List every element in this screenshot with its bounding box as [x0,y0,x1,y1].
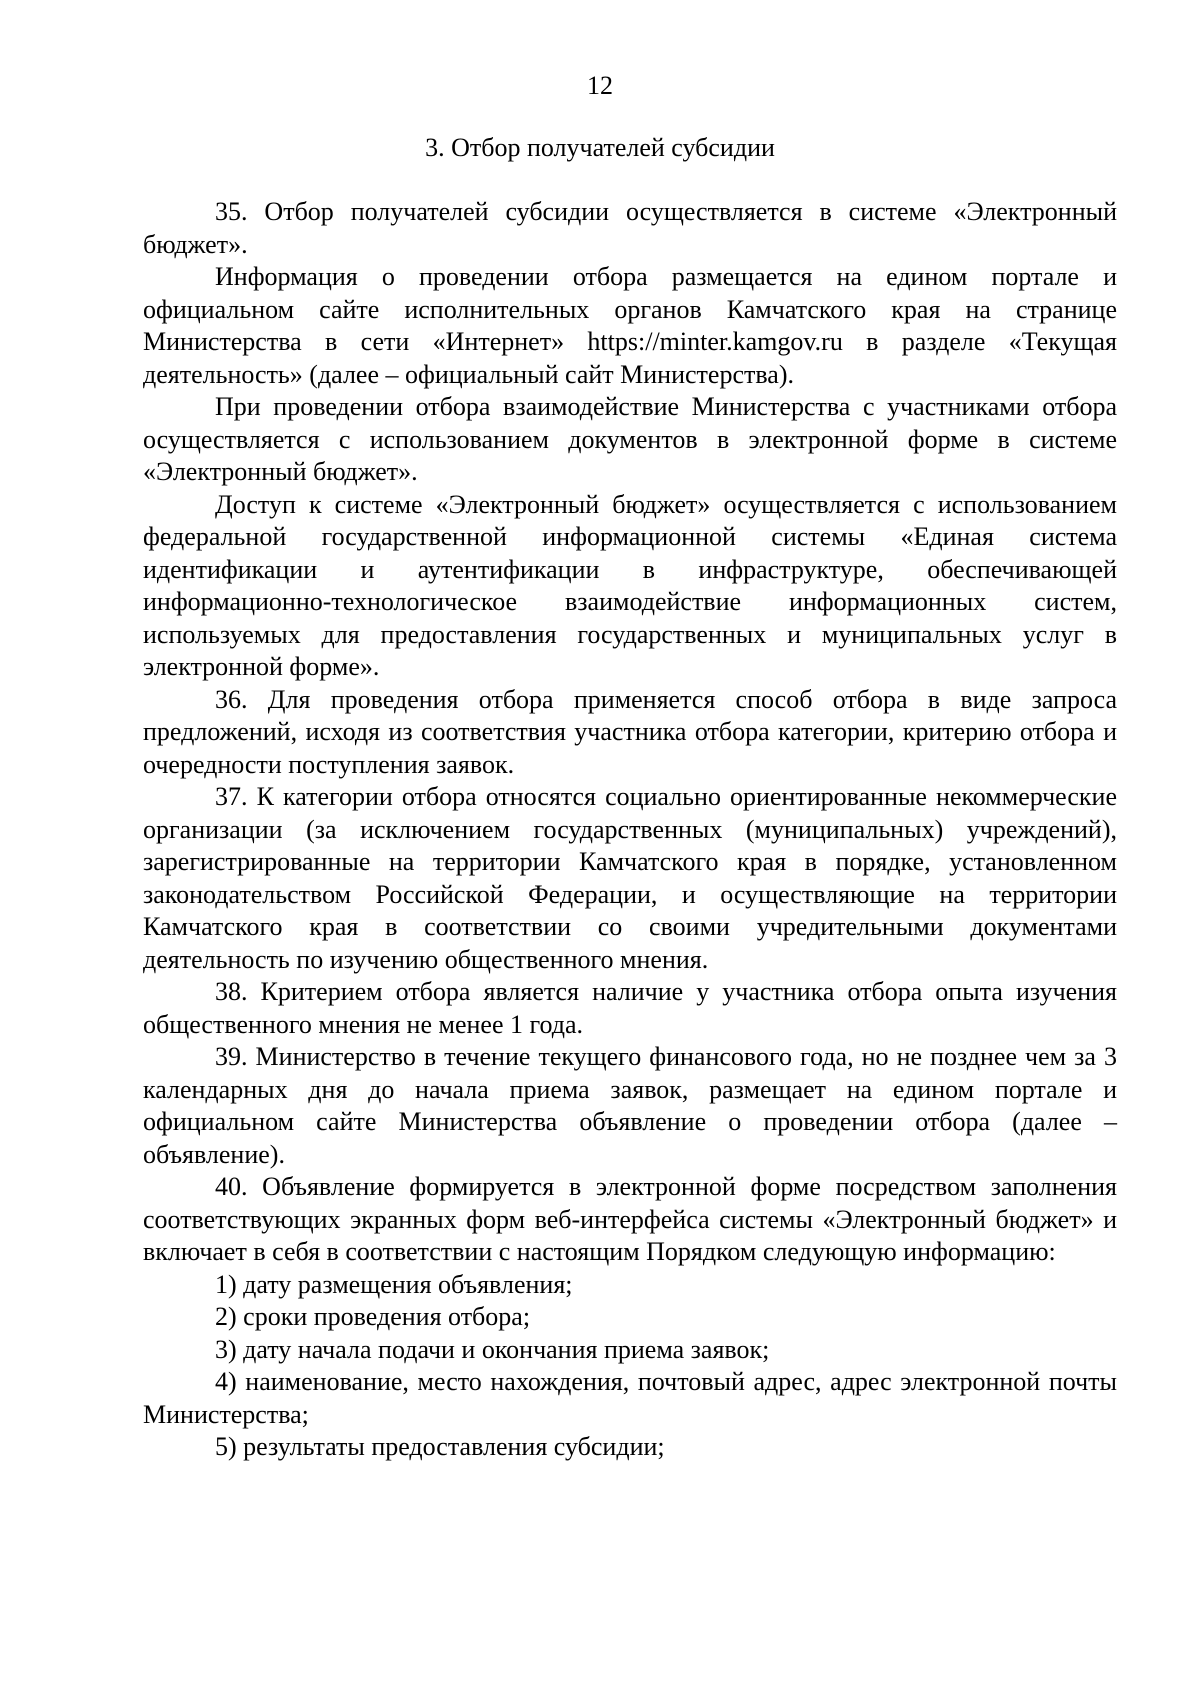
paragraph-37: 37. К категории отбора относятся социально ориентированные некоммерческие организации (за исключением государственных (муниципальных) учреждений), зарегистрированные на территории Камчатского края в порядке, установленном законодательством Российской Федерации, и осуществляющие на территории Камчатского края в соответствии со своими учредительными документами деятельность по изучению общественного мнения. [143,782,1117,974]
list-item-3: 3) дату начала подачи и окончания приема заявок; [215,1334,770,1364]
section-title: 3. Отбор получателей субсидии [425,133,775,162]
list-item-2: 2) сроки проведения отбора; [215,1302,531,1331]
list-item-5: 5) результаты предоставления субсидии; [215,1432,665,1461]
paragraph-40: 40. Объявление формируется в электронной форме посредством заполнения соответствующих экранных форм веб-интерфейса системы «Электронный бюджет» и включает в себя в соответствии с настоящим Порядком следующую информацию: [143,1172,1117,1266]
paragraph-access: Доступ к системе «Электронный бюджет» осуществляется с использованием федеральной государственной информационной системы «Единая система идентификации и аутентификации в инфраструктуре, обеспечивающей информационно-технологическое взаимодействие информационных систем, используемых для предоставления государственных и муниципальных услуг в электронной форме». [143,489,1117,681]
paragraph-interaction: При проведении отбора взаимодействие Министерства с участниками отбора осуществляется с использованием документов в электронной форме в системе «Электронный бюджет». [143,392,1117,486]
paragraph-info-portal: Информация о проведении отбора размещается на едином портале и официальном сайте исполнительных органов Камчатского края на странице Министерства в сети «Интернет» https://minter.kamgov.ru в разделе «Текущая деятельность» (далее – официальный сайт Министерства). [143,262,1117,389]
paragraph-35: 35. Отбор получателей субсидии осуществляется в системе «Электронный бюджет». [143,197,1117,259]
paragraph-38: 38. Критерием отбора является наличие у участника отбора опыта изучения общественного мнения не менее 1 года. [143,977,1117,1039]
list-item-1: 1) дату размещения объявления; [215,1269,573,1299]
list-item-4: 4) наименование, место нахождения, почтовый адрес, адрес электронной почты Министерства; [143,1367,1117,1429]
paragraph-36: 36. Для проведения отбора применяется способ отбора в виде запроса предложений, исходя из соответствия участника отбора категории, критерию отбора и очередности поступления заявок. [143,684,1117,779]
document-body [143,196,1117,1464]
paragraph-39: 39. Министерство в течение текущего финансового года, но не позднее чем за 3 календарных дня до начала приема заявок, размещает на едином портале и официальном сайте Министерства объявление о проведении отбора (далее – объявление). [143,1042,1117,1169]
page-number: 12 [587,71,613,100]
